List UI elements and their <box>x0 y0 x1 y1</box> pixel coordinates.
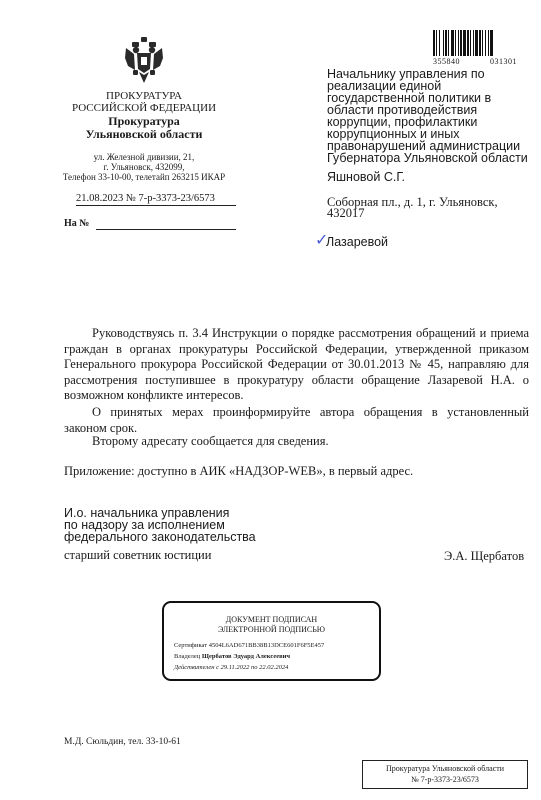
org-line-1: ПРОКУРАТУРА <box>106 90 182 102</box>
coat-of-arms-emblem-icon <box>122 36 166 86</box>
registration-box <box>362 760 528 789</box>
org-line-4: Ульяновской области <box>85 127 203 141</box>
signatory-rank: старший советник юстиции <box>64 548 212 562</box>
body-paragraph-2: О принятых мерах проинформируйте автора обращения в установленный законом срок. <box>64 405 529 435</box>
addressee-address-line-2: 432017 <box>327 206 365 220</box>
second-addressee: Лазаревой <box>326 235 389 249</box>
signatory-position-line-2: по надзору за исполнением <box>64 518 225 532</box>
stamp-owner-label: Владелец <box>174 653 201 660</box>
barcode-number-2: 031301 <box>490 57 517 66</box>
stamp-owner-name: Щербатов Эдуард Алексеевич <box>201 653 291 660</box>
addressee-title: Начальнику управления по реализации единой государственной политики в области противодействия коррупции, профилактики коррупционных и иных правонарушений администрации Губернатора Ульяновской области <box>327 67 528 165</box>
checkmark-icon: ✓ <box>315 230 329 249</box>
registration-date-number: 21.08.2023 № 7-р-3373-23/6573 <box>76 193 236 206</box>
addressee-name: Яшновой С.Г. <box>327 170 406 184</box>
body-paragraph-3: Второму адресату сообщается для сведения. <box>92 434 329 448</box>
sender-phone-line: Телефон 33-10-00, телетайп 263215 ИКАР <box>62 172 226 182</box>
stamp-owner <box>174 653 290 660</box>
registration-box-line-1: Прокуратура Ульяновской области <box>386 764 504 773</box>
stamp-line-1: ДОКУМЕНТ ПОДПИСАН <box>225 615 318 624</box>
org-line-3: Прокуратура <box>108 114 180 128</box>
sender-address-line-1: ул. Железной дивизии, 21, <box>93 152 195 162</box>
signatory-position-line-3: федерального законодательства <box>64 530 256 544</box>
barcode-icon <box>433 30 523 56</box>
body-paragraph-1: Руководствуясь п. 3.4 Инструкции о порядке рассмотрения обращений и приема граждан в органах прокуратуры Российской Федерации, утвержденной приказом Генерального прокурора Российской Федерации от 30.01.2013 № 45, направляю для рассмотрения поступившее в прокуратуру области обращение Лазаревой Н.А. о возможном конфликте интересов. <box>64 326 529 403</box>
org-line-2: РОССИЙСКОЙ ФЕДЕРАЦИИ <box>71 102 217 114</box>
stamp-line-2: ЭЛЕКТРОННОЙ ПОДПИСЬЮ <box>217 625 326 634</box>
signatory-name: Э.А. Щербатов <box>444 549 525 563</box>
stamp-certificate: Сертификат 4504L6AD671BB38B13DCE601F6F5E457 <box>174 642 325 649</box>
barcode-number-1: 355840 <box>433 57 460 66</box>
performer-contact: М.Д. Сюльдин, тел. 33-10-61 <box>64 737 181 747</box>
signatory-position-line-1: И.о. начальника управления <box>64 506 230 520</box>
reference-number-label: На № <box>64 218 90 229</box>
addressee-address-line-1: Соборная пл., д. 1, г. Ульяновск, <box>327 195 498 209</box>
stamp-validity: Действителен с 29.11.2022 по 22.02.2024 <box>174 664 289 671</box>
electronic-signature-stamp <box>162 601 381 681</box>
registration-box-line-2: № 7-р-3373-23/6573 <box>411 775 479 784</box>
attachment-line: Приложение: доступно в АИК «НАДЗОР-WEB», в первый адрес. <box>64 464 414 478</box>
reference-number-line <box>96 229 236 230</box>
sender-address-line-2: г. Ульяновск, 432099, <box>103 162 185 172</box>
